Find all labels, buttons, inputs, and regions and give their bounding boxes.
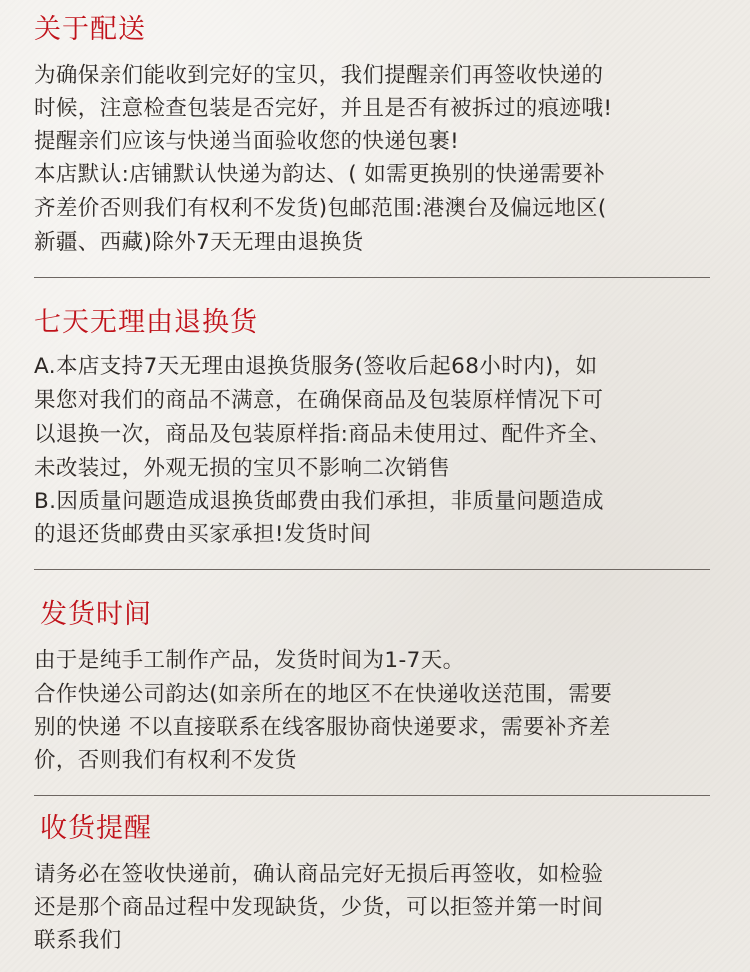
returns-line-4: 未改装过，外观无损的宝贝不影响二次销售	[34, 456, 451, 481]
returns-line-1: A.本店支持7天无理由退换货服务(签收后起68小时内)，如	[34, 354, 598, 379]
reminder-line-1: 请务必在签收快递前，确认商品完好无损后再签收，如检验	[34, 862, 604, 887]
section-title-delivery: 关于配送	[34, 14, 146, 45]
reminder-line-2: 还是那个商品过程中发现缺货，少货，可以拒签并第一时间	[34, 895, 604, 920]
divider-3	[34, 795, 710, 796]
returns-line-2: 果您对我们的商品不满意，在确保商品及包装原样情况下可	[34, 388, 604, 413]
section-title-shipping-time: 发货时间	[40, 599, 152, 630]
delivery-line-1: 为确保亲们能收到完好的宝贝，我们提醒亲们再签收快递的	[34, 63, 604, 88]
delivery-line-5: 齐差价否则我们有权利不发货)包邮范围:港澳台及偏远地区(	[34, 196, 607, 221]
shipping-line-2: 合作快递公司韵达(如亲所在的地区不在快递收送范围，需要	[34, 682, 613, 707]
shipping-line-3: 别的快递 不以直接联系在线客服协商快递要求，需要补齐差	[34, 715, 611, 740]
delivery-line-3: 提醒亲们应该与快递当面验收您的快递包裹!	[34, 129, 460, 154]
delivery-line-6: 新疆、西藏)除外7天无理由退换货	[34, 230, 364, 255]
divider-2	[34, 569, 710, 570]
returns-line-3: 以退换一次，商品及包装原样指:商品未使用过、配件齐全、	[34, 422, 612, 447]
divider-1	[34, 277, 710, 278]
section-title-receipt-reminder: 收货提醒	[40, 813, 152, 844]
section-title-returns: 七天无理由退换货	[34, 307, 258, 338]
returns-line-6: 的退还货邮费由买家承担!发货时间	[34, 522, 372, 547]
shipping-line-1: 由于是纯手工制作产品，发货时间为1-7天。	[34, 648, 465, 673]
returns-line-5: B.因质量问题造成退换货邮费由我们承担，非质量问题造成	[34, 489, 604, 514]
shipping-line-4: 价，否则我们有权利不发货	[34, 748, 297, 773]
delivery-line-4: 本店默认:店铺默认快递为韵达、( 如需更换别的快递需要补	[34, 162, 606, 187]
delivery-line-2: 时候，注意检查包装是否完好，并且是否有被拆过的痕迹哦!	[34, 96, 613, 121]
reminder-line-3: 联系我们	[34, 928, 122, 953]
